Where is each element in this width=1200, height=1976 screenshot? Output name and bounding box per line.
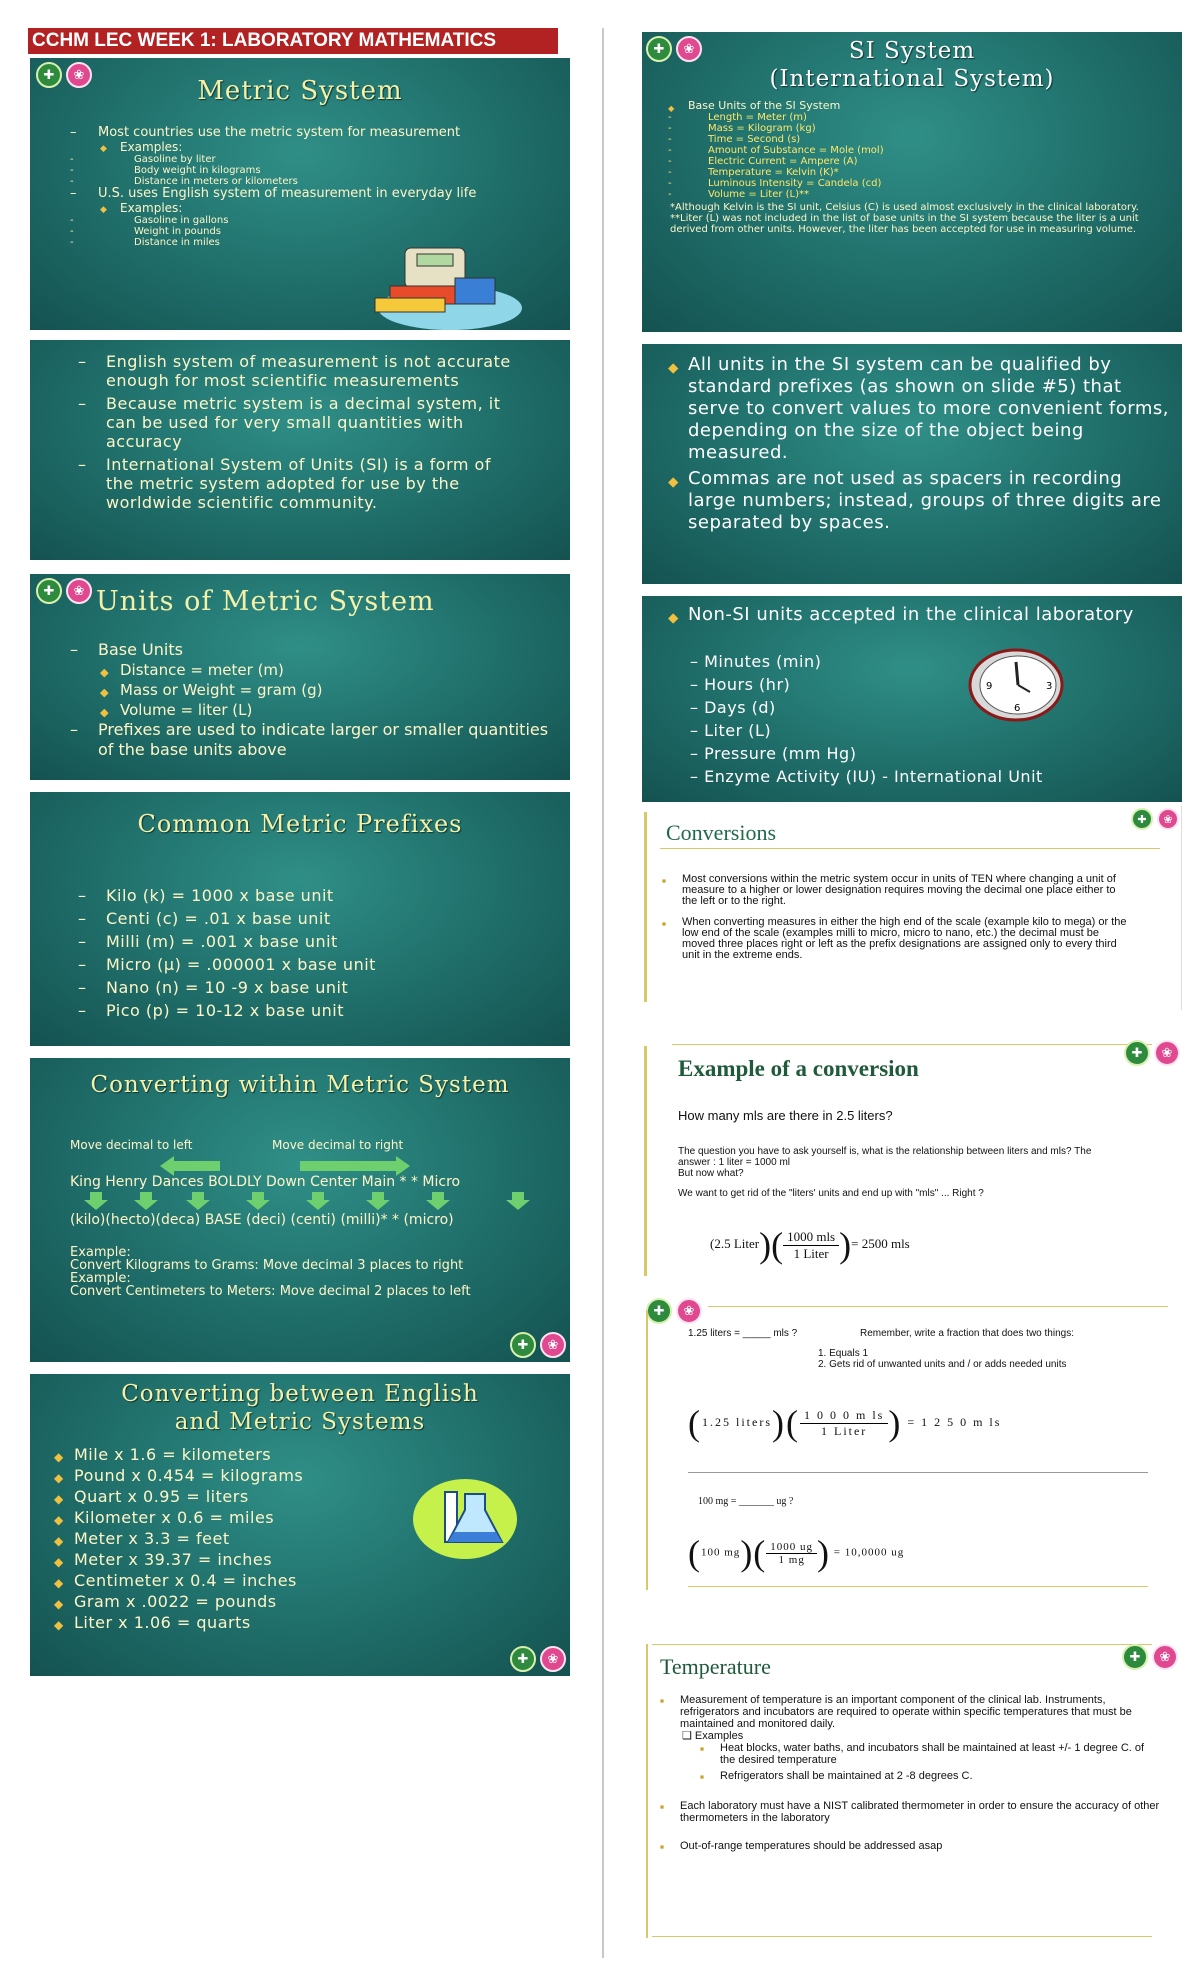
green-seal-logo: ✚ — [36, 62, 62, 88]
examples-block — [70, 1246, 540, 1298]
example-text: Convert Kilograms to Grams: Move decimal 3 places to right — [70, 1258, 464, 1273]
slide-title: Units of Metric System — [96, 586, 435, 617]
bullet-item: ◆ Mass or Weight = gram (g) — [100, 680, 550, 700]
si-unit-item: - Amount of Substance = Mole (mol) — [694, 145, 1168, 156]
si-unit-item: - Length = Meter (m) — [694, 112, 1168, 123]
slide-title: Common Metric Prefixes — [137, 810, 463, 838]
document-title: CCHM LEC WEEK 1: LABORATORY MATHEMATICS — [28, 28, 558, 54]
mnemonic-line: King Henry Dances BOLDLY Down Center Main * * Micro — [70, 1174, 461, 1190]
slide-metric-system — [30, 58, 570, 330]
slide-english-vs-metric — [30, 340, 570, 560]
bullet-item: - Gasoline in gallons — [120, 215, 530, 226]
bullet-item: – Pico (p) = 10-12 x base unit — [78, 999, 538, 1022]
problem-text: 1.25 liters = _____ mls ? — [688, 1328, 798, 1339]
conversion-item: ◆ Meter x 3.3 = feet — [54, 1528, 414, 1549]
green-seal-logo: ✚ — [646, 1298, 672, 1324]
equation-fraction: $\frac{1000 ug}{1 mg}$ — [766, 1541, 817, 1566]
si-unit-item: - Time = Second (s) — [694, 134, 1168, 145]
bullet-item: ■ Most conversions within the metric system occur in units of TEN where changing a unit of measure to a higher or lower designation requires moving the decimal one place either to the left or to the right. — [662, 874, 1132, 907]
bullet-item: ■ Out-of-range temperatures should be addressed asap — [660, 1840, 1160, 1852]
svg-text:9: 9 — [986, 681, 993, 692]
slide-non-si-units — [642, 596, 1182, 802]
slide-title: Conversions — [666, 820, 776, 845]
green-seal-logo: ✚ — [510, 1332, 536, 1358]
si-unit-item: - Electric Current = Ampere (A) — [694, 156, 1168, 167]
prefix-units-line: (kilo)(hecto)(deca) BASE (deci) (centi) (milli)* * (micro) — [70, 1212, 454, 1228]
bullet-item: – Prefixes are used to indicate larger or smaller quantities of the base units above — [70, 720, 550, 760]
pink-seal-logo: ❀ — [1154, 1040, 1180, 1066]
conversion-item: ◆ Pound x 0.454 = kilograms — [54, 1465, 414, 1486]
bullet-item: ■ When converting measures in either the high end of the scale (example kilo to mega) or the low end of the scale (examples milli to micro, micro to nano, etc.) the decimal must be moved three places right or left as the prefix designations are assigned only to every third unit in the extreme ends. — [662, 917, 1132, 961]
problem-text: 100 mg = _______ ug ? — [698, 1496, 794, 1507]
explanation-line: We want to get rid of the "liters' units and end up with "mls" ... Right ? — [678, 1188, 984, 1199]
slide-si-system — [642, 32, 1182, 332]
slide-logos — [1131, 808, 1179, 830]
slide-example-conversion — [642, 1036, 1182, 1288]
bullet-item: ■ Each laboratory must have a NIST calibrated thermometer in order to ensure the accuracy of other thermometers in the laboratory — [660, 1800, 1160, 1824]
slide-title-line-2: (International System) — [769, 66, 1055, 92]
si-unit-item: - Luminous Intensity = Candela (cd) — [694, 178, 1168, 189]
bullet-item: ◆ All units in the SI system can be qualified by standard prefixes (as shown on slide #5) that serve to convert values to more convenient forms, depending on the size of the object being measured. — [668, 354, 1174, 464]
equation-one: (1.25 liters)( $\frac{\text{1 0 0 0 m ls}}{\text{1 Liter}}$ ) = 1 2 5 0 m ls — [688, 1403, 1002, 1443]
bullet-item: – Kilo (k) = 1000 x base unit — [78, 884, 538, 907]
equation-fraction: $\frac{\text{1 0 0 0 m ls}}{\text{1 Liter}}$ — [800, 1408, 888, 1439]
green-seal-logo: ✚ — [510, 1646, 536, 1672]
green-seal-logo: ✚ — [1124, 1040, 1150, 1066]
pink-seal-logo: ❀ — [66, 62, 92, 88]
bullet-item: - Gasoline by liter — [120, 154, 530, 165]
slide-body — [70, 126, 530, 248]
bullet-item: ◆ Base Units of the SI System — [668, 100, 1168, 112]
slide-title-line-1: SI System — [848, 38, 976, 64]
pink-seal-logo: ❀ — [676, 36, 702, 62]
bullet-item: ◆ Distance = meter (m) — [100, 660, 550, 680]
bullet-item: – Milli (m) = .001 x base unit — [78, 930, 538, 953]
step-item: 1. Equals 1 — [818, 1348, 869, 1359]
svg-text:6: 6 — [1014, 703, 1021, 714]
bullet-item: ■ Measurement of temperature is an important component of the clinical lab. Instruments, refrigerators and incubators are required to operate within specific temperatures that must be maintained and monitored daily. — [660, 1694, 1160, 1730]
slide-logos — [1122, 1644, 1178, 1670]
slide-logos — [510, 1332, 566, 1358]
bullet-item: – Most countries use the metric system for measurement — [70, 126, 530, 140]
equation-fraction: $\frac{\text{1000 mls}}{\text{1 Liter}}$ — [783, 1229, 839, 1262]
bullet-item: – U.S. uses English system of measurement in everyday life — [70, 187, 500, 201]
conversion-item: ◆ Centimeter x 0.4 = inches — [54, 1570, 414, 1591]
column-divider — [602, 28, 604, 1958]
pink-seal-logo: ❀ — [1152, 1644, 1178, 1670]
green-seal-logo: ✚ — [1122, 1644, 1148, 1670]
non-si-item: – Pressure (mm Hg) — [690, 744, 857, 763]
footnote: **Liter (L) was not included in the list of base units in the SI system because the liter is a unit derived from other units. However, the liter has been accepted for use in measuring volume. — [670, 213, 1139, 235]
equation-left: (2.5 Liter — [710, 1235, 760, 1251]
clock-icon — [968, 648, 1064, 722]
slide-body — [660, 1694, 1160, 1852]
slide-title: Metric System — [197, 76, 403, 106]
slide-title: Temperature — [660, 1654, 771, 1679]
bullet-item: – International System of Units (SI) is a form of the metric system adopted for use by the worldwide scientific community. — [78, 455, 518, 512]
slide-temperature — [642, 1640, 1182, 1942]
bullet-item: ◆ Examples: — [100, 201, 530, 215]
scale-illustration-icon — [365, 238, 525, 330]
conversion-item: ◆ Kilometer x 0.6 = miles — [54, 1507, 414, 1528]
move-right-label: Move decimal to right — [272, 1138, 404, 1152]
bullet-item: ◆ Examples: — [100, 140, 530, 154]
bullet-item: - Body weight in kilograms — [120, 165, 530, 176]
question-text: How many mls are there in 2.5 liters? — [678, 1108, 893, 1123]
equation-two: (100 mg)( $\frac{1000 ug}{1 mg}$ ) = 10,0000 ug — [688, 1533, 905, 1573]
example-item: ■ Heat blocks, water baths, and incubators shall be maintained at least +/- 1 degree C. of the desired temperature — [700, 1742, 1160, 1766]
beaker-illustration-icon — [410, 1474, 520, 1564]
conversion-item: ◆ Meter x 39.37 = inches — [54, 1549, 414, 1570]
slide-logos — [1124, 1040, 1180, 1066]
explanation-text — [678, 1146, 1118, 1199]
pink-seal-logo: ❀ — [1157, 808, 1179, 830]
footnote: *Although Kelvin is the SI unit, Celsius (C) is used almost exclusively in the clinical laboratory. — [670, 202, 1139, 213]
slide-title: Converting between English and Metric Systems — [121, 1381, 479, 1435]
green-seal-logo: ✚ — [646, 36, 672, 62]
slide-common-metric-prefixes — [30, 792, 570, 1046]
bullet-item: – Because metric system is a decimal system, it can be used for very small quantities with accuracy — [78, 394, 518, 451]
pink-seal-logo: ❀ — [540, 1332, 566, 1358]
si-unit-item: - Temperature = Kelvin (K)* — [694, 167, 1168, 178]
slide-converting-within-metric — [30, 1058, 570, 1362]
direction-arrows-icon — [160, 1156, 410, 1176]
instruction-text: Remember, write a fraction that does two things: — [860, 1328, 1074, 1339]
examples-label: ❑ Examples — [682, 1730, 744, 1742]
bullet-item: – Base Units — [70, 640, 550, 660]
slide-english-metric-conversions — [30, 1374, 570, 1676]
non-si-item: – Hours (hr) — [690, 675, 791, 694]
bullet-item: – Centi (c) = .01 x base unit — [78, 907, 538, 930]
explanation-line: But now what? — [678, 1168, 744, 1179]
slide-body — [70, 640, 550, 760]
non-si-item: – Minutes (min) — [690, 652, 822, 671]
down-arrows-icon — [80, 1192, 550, 1210]
slide-logos — [36, 578, 92, 604]
bullet-item: ◆ Volume = liter (L) — [100, 700, 550, 720]
non-si-item: – Days (d) — [690, 698, 776, 717]
example-item: ■ Refrigerators shall be maintained at 2 -8 degrees C. — [700, 1770, 1160, 1782]
svg-text:3: 3 — [1046, 681, 1053, 692]
slide-units-of-metric-system — [30, 574, 570, 780]
conversion-item: ◆ Quart x 0.95 = liters — [54, 1486, 414, 1507]
conversion-item: ◆ Mile x 1.6 = kilometers — [54, 1444, 414, 1465]
bullet-item: ◆ Non-SI units accepted in the clinical laboratory — [668, 604, 1168, 626]
conversion-item: ◆ Liter x 1.06 = quarts — [54, 1612, 414, 1633]
bullet-item: ◆ Commas are not used as spacers in recording large numbers; instead, groups of three digits are separated by spaces. — [668, 468, 1174, 534]
step-item: 2. Gets rid of unwanted units and / or adds needed units — [818, 1359, 1067, 1370]
non-si-item: – Liter (L) — [690, 721, 772, 740]
si-unit-item: - Volume = Liter (L)** — [694, 189, 1168, 200]
bullet-item: – English system of measurement is not accurate enough for most scientific measurements — [78, 352, 518, 390]
slide-title: Converting within Metric System — [90, 1072, 510, 1098]
example-label: Example: — [70, 1245, 131, 1260]
move-left-label: Move decimal to left — [70, 1138, 193, 1152]
steps-list — [818, 1348, 1148, 1370]
si-unit-item: - Mass = Kilogram (kg) — [694, 123, 1168, 134]
green-seal-logo: ✚ — [1131, 808, 1153, 830]
slide-body — [668, 100, 1168, 235]
bullet-item: - Weight in pounds — [120, 226, 530, 237]
non-si-item: – Enzyme Activity (IU) - International Unit — [690, 767, 1043, 786]
pink-seal-logo: ❀ — [676, 1298, 702, 1324]
slide-logos — [646, 1298, 702, 1324]
explanation-line: The question you have to ask yourself is, what is the relationship between liters and mls? The answer : 1 liter = 1000 ml — [678, 1146, 1092, 1168]
slide-title: Example of a conversion — [678, 1056, 919, 1081]
pink-seal-logo: ❀ — [540, 1646, 566, 1672]
example-text: Convert Centimeters to Meters: Move decimal 2 places to left — [70, 1284, 471, 1299]
green-seal-logo: ✚ — [36, 578, 62, 604]
non-si-list — [690, 650, 1170, 788]
slide-conversions — [642, 806, 1182, 1010]
conversion-item: ◆ Gram x .0022 = pounds — [54, 1591, 414, 1612]
bullet-item: – Micro (µ) = .000001 x base unit — [78, 953, 538, 976]
slide-conversion-practice — [642, 1296, 1182, 1598]
slide-si-prefixes — [642, 344, 1182, 584]
bullet-item: – Nano (n) = 10 -9 x base unit — [78, 976, 538, 999]
conversion-equation: (2.5 Liter)( $\frac{\text{1000 mls}}{\text{1 Liter}}$ )= 2500 mls — [710, 1225, 910, 1265]
bullet-item: - Distance in meters or kilometers — [120, 176, 530, 187]
example-label: Example: — [70, 1271, 131, 1286]
bullet-item: - Distance in miles — [120, 237, 530, 248]
slide-logos — [510, 1646, 566, 1672]
equation-result: = 2500 mls — [851, 1235, 910, 1251]
pink-seal-logo: ❀ — [66, 578, 92, 604]
